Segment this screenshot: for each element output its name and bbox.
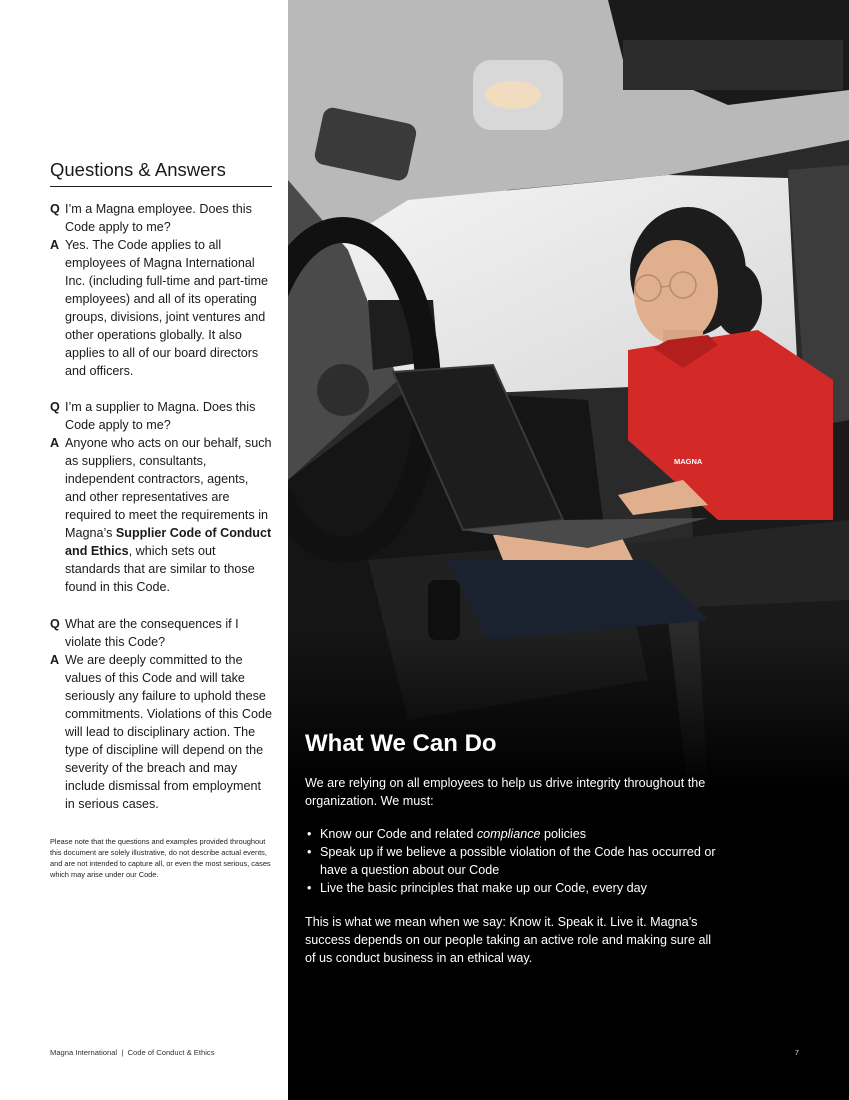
list-item: • Speak up if we believe a possible violation of the Code has occurred or have a question about our Code xyxy=(305,843,725,879)
question-text: I’m a supplier to Magna. Does this Code apply to me? xyxy=(65,400,256,432)
disclaimer: Please note that the questions and examples provided throughout this document are solely illustrative, do not describe actual events, and are not intended to capture all, or even the most serious, cases which may arise under our Code. xyxy=(50,837,271,879)
list-item: • Know our Code and related compliance policies xyxy=(305,825,725,843)
question-label: Q xyxy=(50,400,60,414)
qa-item xyxy=(50,200,272,380)
answer-label: A xyxy=(50,436,60,450)
question-text: I’m a Magna employee. Does this Code apply to me? xyxy=(65,202,252,234)
left-column xyxy=(0,0,288,1100)
obligations-list xyxy=(305,825,725,897)
qa-item xyxy=(50,615,272,813)
list-item: • Live the basic principles that make up our Code, every day xyxy=(305,879,725,897)
question-label: Q xyxy=(50,617,60,631)
compliance-emphasis: compliance xyxy=(476,827,541,841)
answer-text: Yes. The Code applies to all employees of Magna International Inc. (including full-time and part-time employees) and all of its operating groups, divisions, joint ventures and other operations globally. It also applies to all of our board directors and officers. xyxy=(65,238,268,378)
right-panel xyxy=(288,0,849,1100)
question-text: What are the consequences if I violate this Code? xyxy=(65,617,239,649)
answer-text: We are deeply committed to the values of this Code and will take seriously any failure to uphold these commitments. Violations of this Code will lead to disciplinary action. The type of discipline will depend on the severity of the breach and may include dismissal from employment in serious cases. xyxy=(65,653,272,811)
section-heading: What We Can Do xyxy=(305,730,497,757)
answer-label: A xyxy=(50,238,60,252)
employee-in-car-photo xyxy=(288,0,849,790)
what-we-can-do-section xyxy=(305,730,725,967)
question-label: Q xyxy=(50,202,60,216)
page-number: 7 xyxy=(794,1048,799,1057)
answer-label: A xyxy=(50,653,60,667)
answer-text: Anyone who acts on our behalf, such as suppliers, consultants, independent contractors, agents, and other representatives are required to meet the requirements in Magna’s Supplier Code of Conduct and Ethics, which sets out standards that are similar to those found in this Code. xyxy=(65,436,272,594)
closing-paragraph: This is what we mean when we say: Know it. Speak it. Live it. Magna’s success depends on our people taking an active role and making sure all of us conduct business in an ethical way. xyxy=(305,915,712,965)
qa-section-title: Questions & Answers xyxy=(50,159,272,187)
qa-item xyxy=(50,398,272,596)
intro-paragraph: We are relying on all employees to help us drive integrity throughout the organization. We must: xyxy=(305,776,706,808)
supplier-code-reference: Supplier Code of Conduct and Ethics xyxy=(65,526,272,558)
footer-document-title: Magna International | Code of Conduct & Ethics xyxy=(50,1048,215,1057)
